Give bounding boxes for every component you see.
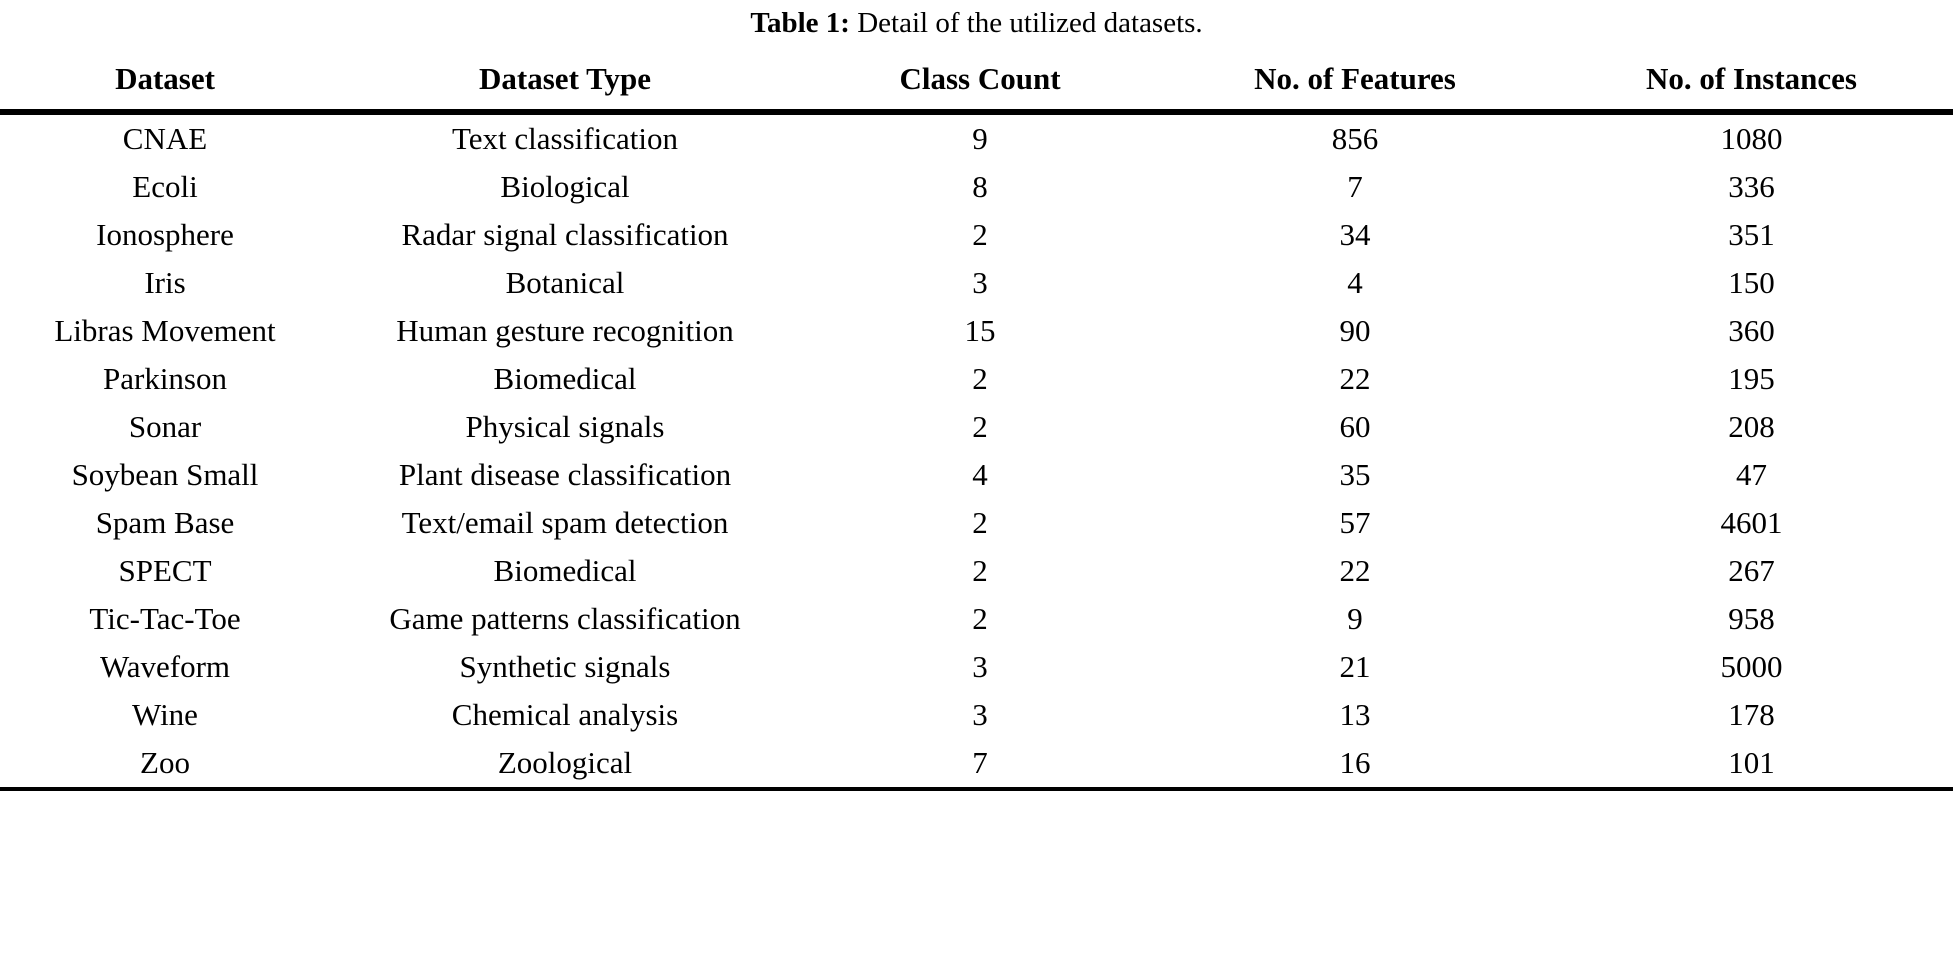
table-row — [0, 355, 1953, 403]
cell-no-of-instances: 351 — [1728, 216, 1775, 252]
cell-dataset-type: Plant disease classification — [398, 456, 732, 492]
cell-dataset: Wine — [132, 696, 198, 732]
cell-no-of-features: 22 — [1339, 360, 1371, 396]
cell-no-of-features: 34 — [1339, 216, 1371, 252]
cell-dataset: Parkinson — [103, 360, 227, 396]
column-header-class-count: Class Count — [899, 60, 1061, 96]
cell-dataset-type: Chemical analysis — [451, 696, 679, 732]
cell-no-of-features: 22 — [1339, 552, 1371, 588]
cell-dataset-type: Human gesture recognition — [396, 312, 734, 348]
table-row — [0, 307, 1953, 355]
cell-no-of-instances: 360 — [1728, 312, 1775, 348]
table-caption — [0, 0, 1953, 51]
cell-dataset-type: Physical signals — [465, 408, 665, 444]
cell-no-of-instances: 178 — [1728, 696, 1775, 732]
cell-no-of-features: 57 — [1339, 504, 1371, 540]
column-header-no-of-features: No. of Features — [1254, 60, 1456, 96]
column-header-dataset-type: Dataset Type — [479, 60, 651, 96]
cell-no-of-features: 16 — [1339, 744, 1371, 780]
cell-no-of-instances: 267 — [1728, 552, 1775, 588]
cell-dataset: Libras Movement — [54, 312, 276, 348]
cell-dataset: CNAE — [122, 120, 208, 156]
cell-dataset-type: Zoological — [497, 744, 633, 780]
cell-no-of-instances: 47 — [1736, 456, 1767, 492]
table-row — [0, 115, 1953, 163]
cell-no-of-instances: 1080 — [1720, 120, 1783, 156]
cell-dataset: Ionosphere — [96, 216, 234, 252]
column-header-no-of-instances: No. of Instances — [1646, 60, 1857, 96]
cell-dataset: Tic-Tac-Toe — [89, 600, 241, 636]
cell-no-of-features: 9 — [1347, 600, 1363, 636]
cell-no-of-features: 4 — [1347, 264, 1363, 300]
cell-no-of-features: 35 — [1339, 456, 1371, 492]
cell-no-of-features: 7 — [1347, 168, 1363, 204]
cell-no-of-features: 21 — [1339, 648, 1371, 684]
cell-dataset-type: Text/email spam detection — [401, 504, 729, 540]
cell-class-count: 7 — [972, 744, 988, 780]
table-row — [0, 643, 1953, 691]
cell-no-of-instances: 958 — [1728, 600, 1775, 636]
cell-class-count: 2 — [972, 408, 988, 444]
cell-class-count: 2 — [972, 216, 988, 252]
table-row — [0, 595, 1953, 643]
cell-class-count: 2 — [972, 504, 988, 540]
table-row — [0, 547, 1953, 595]
table-header-row — [0, 51, 1953, 111]
cell-dataset: SPECT — [118, 552, 212, 588]
cell-dataset-type: Radar signal classification — [401, 216, 729, 252]
datasets-table — [0, 51, 1953, 791]
table-caption-text: Detail of the utilized datasets. — [857, 7, 1203, 39]
table-rule-bottom — [0, 789, 1953, 791]
table-row — [0, 211, 1953, 259]
cell-no-of-features: 60 — [1339, 408, 1371, 444]
cell-no-of-instances: 208 — [1728, 408, 1775, 444]
cell-class-count: 3 — [972, 264, 988, 300]
cell-dataset-type: Game patterns classification — [389, 600, 741, 636]
table-row — [0, 403, 1953, 451]
cell-class-count: 8 — [972, 168, 988, 204]
table-row — [0, 499, 1953, 547]
cell-class-count: 3 — [972, 648, 988, 684]
cell-dataset-type: Text classification — [452, 120, 678, 156]
cell-dataset-type: Biological — [500, 168, 630, 204]
cell-class-count: 2 — [972, 360, 988, 396]
cell-dataset-type: Biomedical — [493, 552, 637, 588]
table-caption-label: Table 1: — [750, 7, 850, 39]
column-header-dataset: Dataset — [115, 60, 215, 96]
cell-no-of-instances: 101 — [1728, 744, 1775, 780]
cell-dataset-type: Synthetic signals — [459, 648, 671, 684]
cell-class-count: 2 — [972, 600, 988, 636]
table-row — [0, 451, 1953, 499]
cell-class-count: 3 — [972, 696, 988, 732]
cell-dataset: Zoo — [140, 744, 190, 780]
cell-dataset: Waveform — [99, 648, 231, 684]
cell-dataset-type: Biomedical — [493, 360, 637, 396]
cell-no-of-instances: 5000 — [1720, 648, 1783, 684]
cell-class-count: 15 — [964, 312, 996, 348]
cell-dataset: Soybean Small — [71, 456, 259, 492]
table-row — [0, 259, 1953, 307]
table-row — [0, 163, 1953, 211]
cell-class-count: 4 — [972, 456, 988, 492]
table-row — [0, 691, 1953, 739]
cell-no-of-instances: 150 — [1728, 264, 1775, 300]
table-row — [0, 739, 1953, 789]
cell-dataset: Sonar — [128, 408, 202, 444]
cell-no-of-features: 13 — [1339, 696, 1371, 732]
cell-no-of-instances: 4601 — [1720, 504, 1783, 540]
cell-dataset: Ecoli — [132, 168, 198, 204]
cell-class-count: 9 — [972, 120, 988, 156]
cell-no-of-features: 856 — [1331, 120, 1379, 156]
cell-no-of-instances: 336 — [1728, 168, 1775, 204]
cell-dataset-type: Botanical — [505, 264, 625, 300]
cell-no-of-instances: 195 — [1728, 360, 1775, 396]
cell-no-of-features: 90 — [1339, 312, 1371, 348]
cell-class-count: 2 — [972, 552, 988, 588]
cell-dataset: Spam Base — [95, 504, 235, 540]
cell-dataset: Iris — [144, 264, 186, 300]
